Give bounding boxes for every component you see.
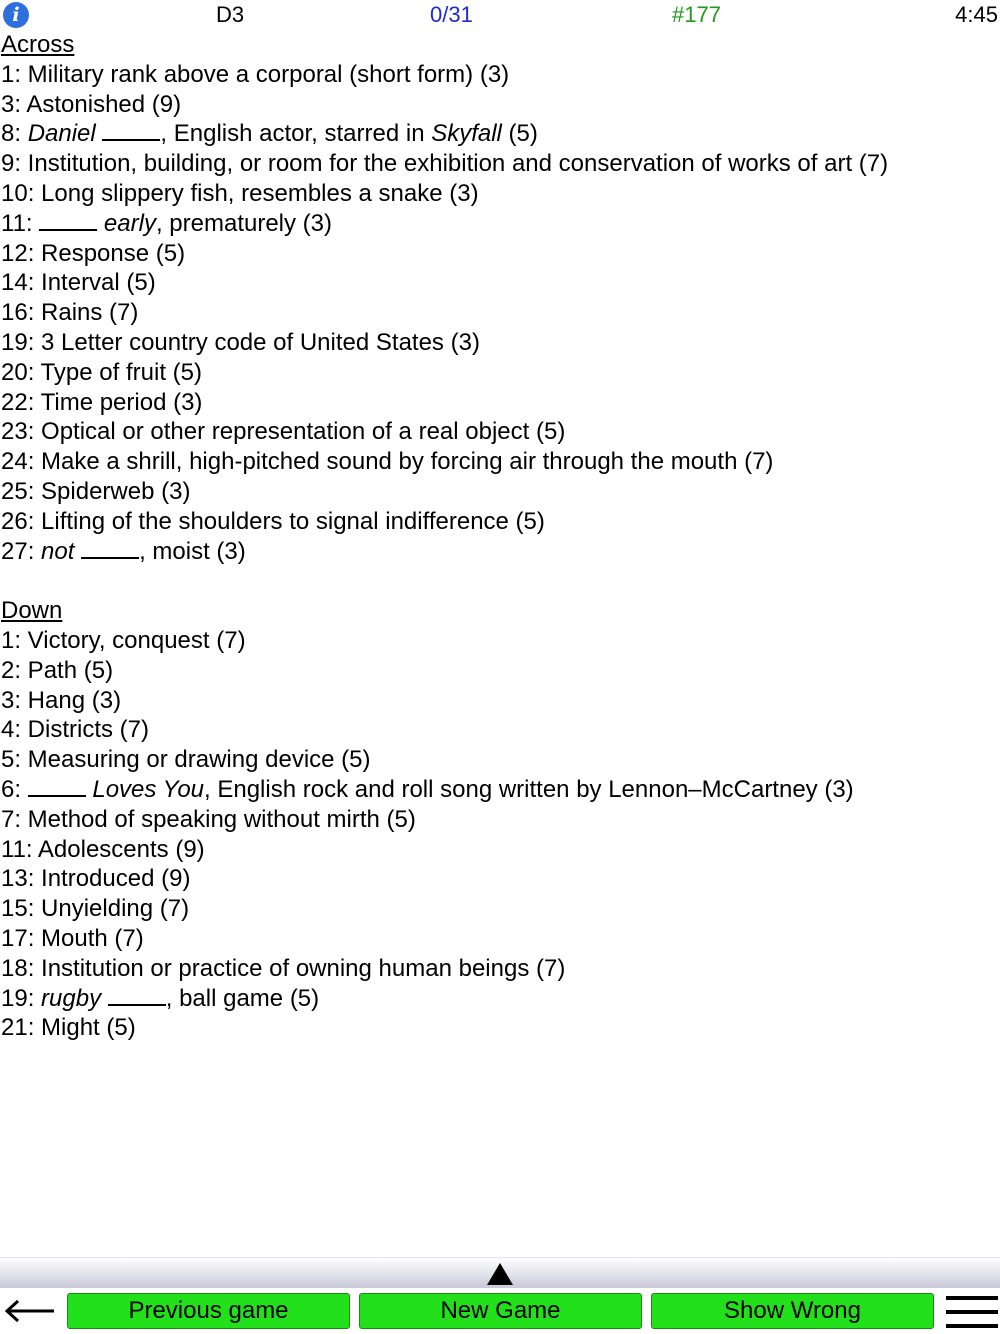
keyboard-toggle-bar[interactable] xyxy=(0,1257,1000,1288)
clue-text: 18: Institution or practice of owning human beings (7) xyxy=(1,954,566,982)
down-clue[interactable] xyxy=(1,835,997,865)
clue-italic-text: not xyxy=(41,537,75,565)
down-clue[interactable] xyxy=(1,686,997,716)
status-bar xyxy=(0,0,1000,30)
across-clue[interactable] xyxy=(1,179,997,209)
clue-text: 17: Mouth (7) xyxy=(1,924,144,952)
clue-text: 2: Path (5) xyxy=(1,656,114,684)
clue-italic-text: Loves You xyxy=(92,775,205,803)
back-arrow-icon[interactable] xyxy=(4,1298,56,1324)
clue-text: , English rock and roll song written by Lennon–McCartney (3) xyxy=(204,775,854,803)
down-clue[interactable] xyxy=(1,805,997,835)
clue-text: 1: Victory, conquest (7) xyxy=(1,626,246,654)
clue-text: 6: xyxy=(1,775,28,803)
down-clue[interactable] xyxy=(1,1013,997,1043)
across-clue[interactable] xyxy=(1,388,997,418)
answer-blank xyxy=(81,539,139,559)
progress-count: 0/31 xyxy=(430,2,473,27)
down-clue[interactable] xyxy=(1,924,997,954)
across-clue[interactable] xyxy=(1,209,997,239)
across-clue[interactable] xyxy=(1,298,997,328)
clue-text: , English actor, starred in xyxy=(160,120,432,148)
clue-italic-text: Skyfall xyxy=(431,120,502,148)
clue-text: 24: Make a shrill, high-pitched sound by forcing air through the mouth (7) xyxy=(1,448,774,476)
clue-text: 26: Lifting of the shoulders to signal indifference (5) xyxy=(1,507,545,535)
answer-blank xyxy=(108,986,166,1006)
answer-blank xyxy=(28,777,86,797)
show-wrong-button[interactable]: Show Wrong xyxy=(651,1293,934,1329)
across-clue[interactable] xyxy=(1,328,997,358)
clue-text: 20: Type of fruit (5) xyxy=(1,358,202,386)
across-clue[interactable] xyxy=(1,507,997,537)
clue-text: 9: Institution, building, or room for the exhibition and conservation of works of art (7) xyxy=(1,150,889,178)
difficulty-level: D3 xyxy=(216,2,245,27)
clue-text: 7: Method of speaking without mirth (5) xyxy=(1,805,416,833)
clue-text: 23: Optical or other representation of a real object (5) xyxy=(1,418,566,446)
clue-text: 3: Astonished (9) xyxy=(1,90,182,118)
down-heading: Down xyxy=(1,597,63,625)
across-clue[interactable] xyxy=(1,149,997,179)
arrow-up-icon[interactable] xyxy=(487,1263,513,1285)
previous-game-button[interactable]: Previous game xyxy=(67,1293,350,1329)
clue-text: 4: Districts (7) xyxy=(1,716,150,744)
across-clue[interactable] xyxy=(1,417,997,447)
clue-italic-text: early xyxy=(103,209,156,237)
clue-text: 5: Measuring or drawing device (5) xyxy=(1,746,371,774)
clue-text: 19: xyxy=(1,984,42,1012)
down-clue[interactable] xyxy=(1,954,997,984)
clue-italic-text: rugby xyxy=(41,984,102,1012)
clue-text: , moist (3) xyxy=(139,537,246,565)
timer: 4:45 xyxy=(955,2,998,27)
across-clue[interactable] xyxy=(1,537,997,567)
across-clue[interactable] xyxy=(1,119,997,149)
hamburger-menu-icon[interactable] xyxy=(946,1296,998,1328)
across-clue[interactable] xyxy=(1,447,997,477)
clue-text: 16: Rains (7) xyxy=(1,299,139,327)
down-clues xyxy=(1,626,997,1043)
clue-text: 15: Unyielding (7) xyxy=(1,895,190,923)
puzzle-number: #177 xyxy=(672,2,721,27)
clue-text: 22: Time period (3) xyxy=(1,388,203,416)
down-clue[interactable] xyxy=(1,775,997,805)
clue-text: 14: Interval (5) xyxy=(1,269,156,297)
clue-list xyxy=(1,30,997,1043)
clue-text: 1: Military rank above a corporal (short form) (3) xyxy=(1,60,510,88)
across-clue[interactable] xyxy=(1,239,997,269)
clue-text: 8: xyxy=(1,120,28,148)
clue-text: (5) xyxy=(501,120,538,148)
clue-text: 3: Hang (3) xyxy=(1,686,122,714)
across-clue[interactable] xyxy=(1,477,997,507)
clue-text: 13: Introduced (9) xyxy=(1,865,191,893)
across-clue[interactable] xyxy=(1,90,997,120)
clue-text: 11: Adolescents (9) xyxy=(1,835,205,863)
section-gap xyxy=(1,566,997,596)
new-game-button[interactable]: New Game xyxy=(359,1293,642,1329)
down-clue[interactable] xyxy=(1,656,997,686)
clue-text: 19: 3 Letter country code of United States (3) xyxy=(1,328,480,356)
across-clue[interactable] xyxy=(1,358,997,388)
clue-italic-text: Daniel xyxy=(27,120,96,148)
down-clue[interactable] xyxy=(1,894,997,924)
across-clue[interactable] xyxy=(1,268,997,298)
clue-text: , prematurely (3) xyxy=(155,209,333,237)
clue-text: 27: xyxy=(1,537,42,565)
clue-text: 10: Long slippery fish, resembles a snake (3) xyxy=(1,179,479,207)
clue-text: 11: xyxy=(1,209,40,237)
down-clue[interactable] xyxy=(1,984,997,1014)
down-clue[interactable] xyxy=(1,715,997,745)
info-icon[interactable]: i xyxy=(3,2,29,28)
down-clue[interactable] xyxy=(1,745,997,775)
clue-text: 12: Response (5) xyxy=(1,239,186,267)
answer-blank xyxy=(102,121,160,141)
down-clue[interactable] xyxy=(1,626,997,656)
down-clue[interactable] xyxy=(1,864,997,894)
across-clue[interactable] xyxy=(1,60,997,90)
clue-text: , ball game (5) xyxy=(165,984,320,1012)
across-heading: Across xyxy=(1,31,75,58)
bottom-toolbar xyxy=(0,1288,1000,1334)
clue-text: 21: Might (5) xyxy=(1,1014,136,1042)
clue-text: 25: Spiderweb (3) xyxy=(1,477,191,505)
answer-blank xyxy=(39,211,97,231)
across-clues xyxy=(1,60,997,567)
